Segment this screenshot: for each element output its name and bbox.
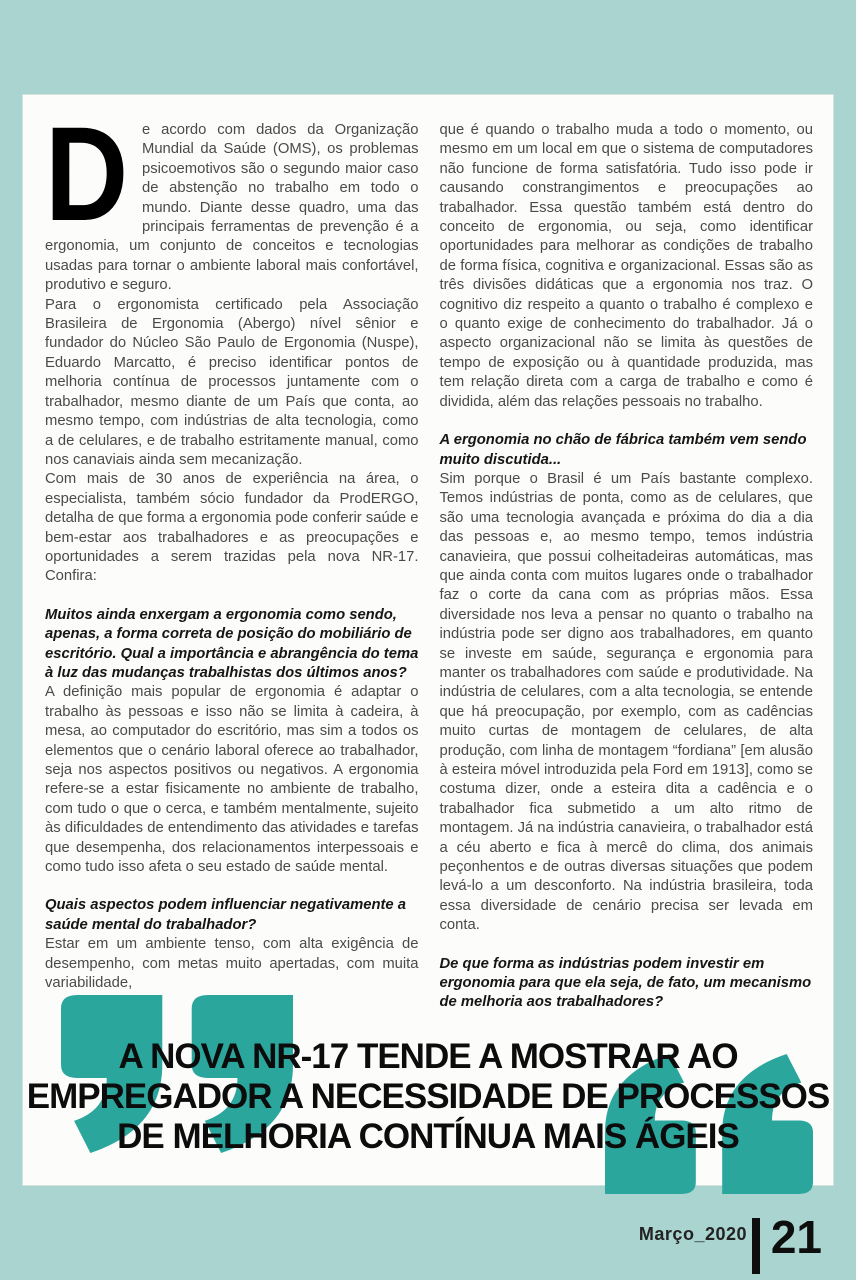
paragraph-lead-text: e acordo com dados da Organização Mundial da Saúde (OMS), os problemas psicoemotivos são o segundo maior caso de abstenção no trabalho em todo o mundo. Diante desse quadro, uma das principais ferramentas de prevenção é a ergonomia, um conjunto de conceitos e tecnologias usadas para tornar o ambiente laboral mais confortável, produtivo e seguro.	[45, 122, 419, 294]
interview-question: A ergonomia no chão de fábrica também vem sendo muito discutida...	[439, 432, 807, 468]
article-card	[22, 94, 834, 1186]
interview-answer: A definição mais popular de ergonomia é adaptar o trabalho às pessoas e isso não se limita à cadeira, à mesa, ao computador do escritório, mas sim a todos os elementos que o cenário laboral oferece ao trabalhador, seja nos aspectos positivos ou negativos. A ergonomia refere-se a estar fisicamente no ambiente de trabalho, com tudo o que o cerca, e também mentalmente, sujeito às dificuldades de entendimento das atividades e tarefas que desempenha, dos relacionamentos interpessoais e como tudo isso afeta o seu estado de saúde mental.	[45, 684, 419, 876]
interview-answer: Sim porque o Brasil é um País bastante complexo. Temos indústrias de ponta, como as de celulares, que são uma tecnologia avançada e próxima do dia a dia das pessoas e, ao mesmo tempo, temos indústria canavieira, que possui colheitadeiras automáticas, mas que ainda conta com muitos lugares onde o trabalhador faz o corte da cana com as próprias mãos. Essa diversidade nos leva a pensar no quanto o trabalho na indústria pode ser digno aos trabalhadores, em quanto se investe em saúde, segurança e ergonomia para manter os trabalhadores com saúde e produtividade. Na indústria de celulares, com a alta tecnologia, se entende que há preocupação, por exemplo, com as cadências muito curtas de montagem de celulares, de alta produção, com linha de montagem “fordiana” [em alusão à esteira móvel introduzida pela Ford em 1913], como se costuma dizer, onde a esteira dita a cadência e o trabalhador fica submetido a um alto ritmo de montagem. Já na indústria canavieira, o trabalhador está a céu aberto e fica à mercê do clima, dos animais peçonhentos e de outras diversas situações que podem levá-lo a um desconforto. Na indústria brasileira, toda essa diversidade de cenário precisa ser levada em conta.	[439, 470, 813, 934]
pull-quote-line: EMPREGADOR A NECESSIDADE DE PROCESSOS	[26, 1077, 830, 1116]
pull-quote-text	[23, 963, 833, 1157]
pull-quote-line: A NOVA NR-17 TENDE A MOSTRAR AO	[118, 1037, 738, 1076]
paragraph-lead	[45, 100, 419, 296]
paragraph: Com mais de 30 anos de experiência na área, o especialista, também sócio fundador da ProdERGO, detalha de que forma a ergonomia pode conferir saúde e bem-estar aos trabalhadores e as preocupações e oportunidades a serem trazidas pela nova NR-17. Confira:	[45, 471, 419, 585]
interview-question: Muitos ainda enxergam a ergonomia como sendo, apenas, a forma correta de posição do mobiliário de escritório. Qual a importância e abrangência do tema à luz das mudanças trabalhistas dos últimos anos?	[45, 606, 419, 681]
article-columns	[23, 95, 833, 1013]
issue-date: Março_2020	[638, 1224, 747, 1244]
right-column	[440, 121, 814, 1013]
interview-answer: que é quando o trabalho muda a todo o momento, ou mesmo em um local em que o sistema de computadores não funcione de forma satisfatória. Tudo isso pode ir causando constrangimentos e preocupações ao trabalhador. Essa questão também está dentro do conceito de ergonomia, ou seja, como identificar oportunidades para melhorar as condições de trabalho de forma física, cognitiva e organizacional. Essas são as três divisões didáticas que a ergonomia nos traz. O cognitivo diz respeito a quanto o trabalho é complexo e o quanto exige de conhecimento do trabalhador. Já o aspecto organizacional não se limita às questões de tempo de exposição ou à quantidade produzida, mas tem relação direta com a carga de trabalho e como é dividida, além das relações pessoais no trabalho.	[439, 122, 813, 410]
left-column	[45, 100, 419, 1013]
pull-quote	[23, 963, 833, 1177]
paragraph: Para o ergonomista certificado pela Associação Brasileira de Ergonomia (Abergo) nível sênior e fundador do Núcleo São Paulo de Ergonomia (Nuspe), Eduardo Marcatto, é preciso identificar pontos de melhoria contínua de processos juntamente com o trabalhador, mesmo diante de um País que conta, ao mesmo tempo, com indústrias de alta tecnologia, como a de celulares, e de trabalho estritamente manual, como nos canaviais ainda sem mecanização.	[45, 296, 419, 468]
interview-answer: Estar em um ambiente tenso, com alta exigência de desempenho, com metas muito apertadas, com muita variabilidade,	[45, 936, 419, 992]
interview-question: De que forma as indústrias podem investir em ergonomia para que ela seja, de fato, um mecanismo de melhoria aos trabalhadores?	[439, 955, 812, 1011]
interview-question: Quais aspectos podem influenciar negativamente a saúde mental do trabalhador?	[45, 897, 406, 933]
drop-cap-letter: D	[45, 100, 129, 249]
footer-divider-bar	[752, 1218, 760, 1274]
page-number: 21	[770, 1211, 822, 1263]
pull-quote-line: DE MELHORIA CONTÍNUA MAIS ÁGEIS	[117, 1117, 739, 1156]
